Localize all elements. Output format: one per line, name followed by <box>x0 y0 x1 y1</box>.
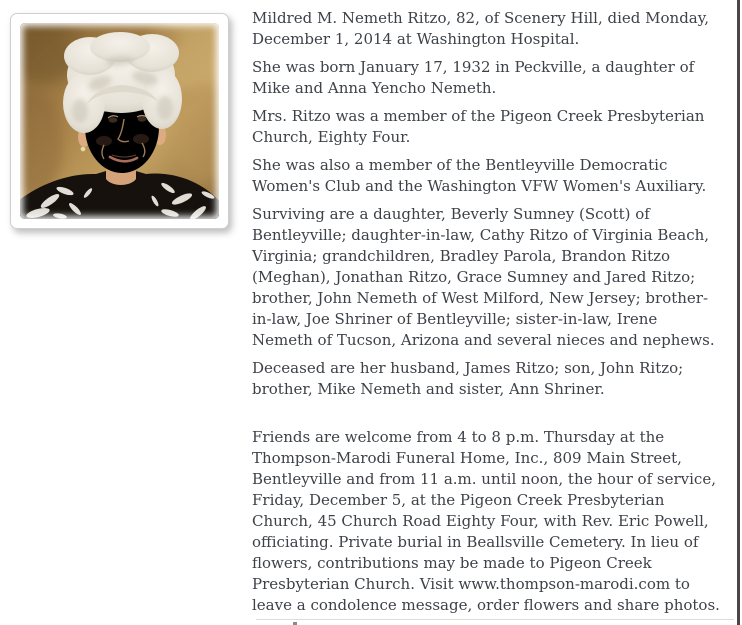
obituary-paragraph: Friends are welcome from 4 to 8 p.m. Thursday at the Thompson-Marodi Funeral Home, Inc., 809 Main Street, Bentleyville and from 11 a.m. until noon, the hour of service, Friday, December 5, at the Pigeon Creek Presbyterian Church, 45 Church Road Eighty Four, with Rev. Eric Powell, officiating. Private burial in Beallsville Cemetery. In lieu of flowers, contributions may be made to Pigeon Creek Presbyterian Church. Visit www.thompson-marodi.com to leave a condolence message, order flowers and share photos. <box>252 428 720 614</box>
next-section-partial <box>256 619 734 625</box>
portrait-photo-frame <box>10 13 229 229</box>
portrait-illustration <box>20 23 219 219</box>
window-right-edge <box>737 0 740 625</box>
obituary-paragraph: She was born January 17, 1932 in Peckville, a daughter of Mike and Anna Yencho Nemeth. <box>252 58 695 97</box>
portrait-photo <box>20 23 219 219</box>
obituary-paragraph: Surviving are a daughter, Beverly Sumney (Scott) of Bentleyville; daughter-in-law, Cathy Ritzo of Virginia Beach, Virginia; grandchildren, Bradley Parola, Brandon Ritzo (Meghan), Jonathan Ritzo, Grace Sumney and Jared Ritzo; brother, John Nemeth of West Milford, New Jersey; brother-in-law, Joe Shriner of Bentleyville; sister-in-law, Irene Nemeth of Tucson, Arizona and several nieces and nephews. <box>252 205 715 349</box>
obituary-paragraph: Mildred M. Nemeth Ritzo, 82, of Scenery Hill, died Monday, December 1, 2014 at Washington Hospital. <box>252 9 709 48</box>
obituary-text <box>252 8 722 623</box>
earring <box>80 146 85 151</box>
obituary-paragraph: Deceased are her husband, James Ritzo; son, John Ritzo; brother, Mike Nemeth and sister, Ann Shriner. <box>252 359 684 398</box>
obituary-paragraph: Mrs. Ritzo was a member of the Pigeon Creek Presbyterian Church, Eighty Four. <box>252 107 705 146</box>
obituary-paragraph: She was also a member of the Bentleyville Democratic Women's Club and the Washington VFW Women's Auxiliary. <box>252 156 707 195</box>
